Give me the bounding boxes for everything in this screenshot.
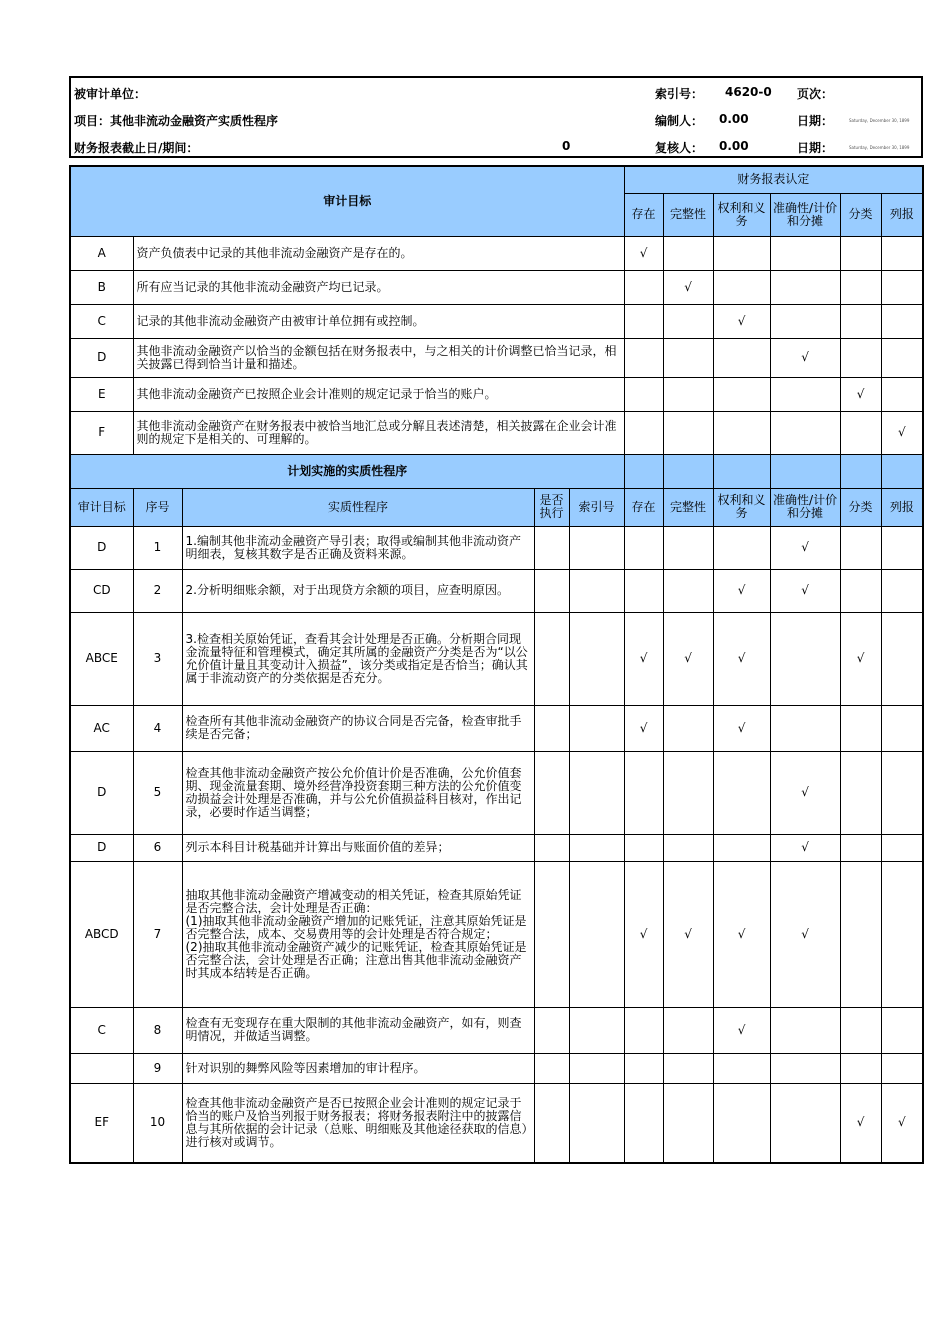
objective-mark [663,236,713,270]
objectives-title: 审计目标 [70,166,624,236]
audited-unit-label: 被审计单位： [74,87,147,101]
table-body [70,166,923,1163]
procedure-mark: √ [713,705,770,751]
procedure-mark [624,1053,663,1083]
objectives-assertion-2: 完整性 [663,193,713,236]
procedure-row [70,751,923,834]
objective-mark [840,338,881,377]
procedure-mark [663,1007,713,1053]
procedure-index-cell [569,834,624,861]
objective-mark [624,304,663,338]
objective-mark [713,236,770,270]
procedure-mark: √ [663,612,713,705]
assertion-group-header: 财务报表认定 [624,166,923,193]
procedure-mark [840,751,881,834]
col-index-header: 索引号 [569,488,624,526]
procedure-mark [881,751,923,834]
objectives-assertion-3: 权利和义务 [713,193,770,236]
procedure-executed-cell [534,569,569,612]
procedure-objective: ABCD [70,861,133,1007]
reviewer-value: 0.00 [719,139,749,153]
objective-mark [713,377,770,411]
procedures-title-blank [663,454,713,488]
objectives-assertion-5: 分类 [840,193,881,236]
procedure-mark [881,834,923,861]
procedure-text-line: 2.分析明细账余额，对于出现贷方余额的项目，应查明原因。 [185,583,509,597]
procedures-title-blank [840,454,881,488]
objective-mark [624,270,663,304]
procedure-objective: ABCE [70,612,133,705]
procedure-text [182,861,534,1007]
procedure-mark [624,751,663,834]
procedure-executed-cell [534,751,569,834]
procedure-mark: √ [713,612,770,705]
reviewer-label: 复核人： [655,141,704,155]
objective-mark [770,377,840,411]
procedures-assertion-4: 准确性/计价和分摊 [770,488,840,526]
procedure-index-cell [569,705,624,751]
procedure-index-cell [569,526,624,569]
objective-mark [624,338,663,377]
procedure-text-line: (2)抽取其他非流动金融资产减少的记账凭证，检查其原始凭证是否完整合法，会计处理是否正确；注意出售其他非流动金融资产时其成本结转是否正确。 [185,939,527,980]
objective-text: 其他非流动金融资产以恰当的金额包括在财务报表中，与之相关的计价调整已恰当记录，相关披露已得到恰当计量和描述。 [133,338,624,377]
objectives-header-row-1 [70,166,923,193]
procedures-title-blank [713,454,770,488]
procedure-text-line: 针对识别的舞弊风险等因素增加的审计程序。 [185,1060,426,1075]
procedure-executed-cell [534,612,569,705]
procedure-row [70,526,923,569]
procedure-seq: 8 [133,1007,182,1053]
procedure-mark [881,705,923,751]
procedure-text-line: 列示本科目计税基础并计算出与账面价值的差异； [185,840,450,854]
procedure-executed-cell [534,1083,569,1163]
objective-code: A [70,236,133,270]
procedure-row [70,1007,923,1053]
procedure-objective: D [70,834,133,861]
procedure-mark [881,526,923,569]
procedure-objective: D [70,751,133,834]
procedure-mark: √ [624,612,663,705]
objective-mark: √ [663,270,713,304]
procedure-seq: 3 [133,612,182,705]
procedures-title-row [70,454,923,488]
procedure-mark [840,705,881,751]
procedure-mark [881,1007,923,1053]
procedure-mark [663,751,713,834]
procedure-text [182,569,534,612]
objective-code: E [70,377,133,411]
procedure-mark: √ [770,861,840,1007]
procedure-text-line: 检查其他非流动金融资产按公允价值计价是否准确，公允价值套期、现金流量套期、境外经营净投资套期三种方法的公允价值变动损益会计处理是否准确，并与公允价值损益科目核对，作出记录，必要时作适当调整； [185,765,522,819]
procedure-mark [770,612,840,705]
procedure-objective: D [70,526,133,569]
date-value-2: Saturday, December 30, 1899 [849,145,910,150]
procedure-mark: √ [713,569,770,612]
procedure-objective: AC [70,705,133,751]
procedure-executed-cell [534,705,569,751]
preparer-value: 0.00 [719,112,749,126]
procedure-index-cell [569,751,624,834]
col-executed-header: 是否执行 [534,488,569,526]
procedure-executed-cell [534,1007,569,1053]
procedure-text-line: 1.编制其他非流动金融资产导引表；取得或编制其他非流动资产明细表，复核其数字是否正确及资料来源。 [185,533,521,561]
col-seq-header: 序号 [133,488,182,526]
procedures-title-blank [881,454,923,488]
procedure-seq: 10 [133,1083,182,1163]
procedure-mark [713,751,770,834]
objective-mark [624,411,663,454]
objective-row [70,377,923,411]
col-procedure-header: 实质性程序 [182,488,534,526]
procedure-mark [624,1007,663,1053]
objective-mark [663,304,713,338]
procedure-text-line: 检查所有其他非流动金融资产的协议合同是否完备，检查审批手续是否完备； [185,714,522,741]
objective-text: 资产负债表中记录的其他非流动金融资产是存在的。 [133,236,624,270]
procedure-text [182,834,534,861]
procedure-mark [713,526,770,569]
procedure-seq: 7 [133,861,182,1007]
objective-code: C [70,304,133,338]
procedures-title: 计划实施的实质性程序 [70,454,624,488]
objective-mark [881,236,923,270]
procedure-seq: 1 [133,526,182,569]
procedure-mark [663,569,713,612]
procedure-row [70,612,923,705]
procedure-mark [663,834,713,861]
procedure-mark: √ [713,1007,770,1053]
procedure-mark [840,1007,881,1053]
procedure-mark: √ [770,526,840,569]
procedures-assertion-1: 存在 [624,488,663,526]
objectives-assertion-4: 准确性/计价和分摊 [770,193,840,236]
procedure-text [182,1053,534,1083]
objective-text: 所有应当记录的其他非流动金融资产均已记录。 [133,270,624,304]
procedure-mark: √ [624,861,663,1007]
objective-mark [840,236,881,270]
objectives-assertion-6: 列报 [881,193,923,236]
procedure-mark [624,834,663,861]
procedure-text-line: 检查其他非流动金融资产是否已按照企业会计准则的规定记录于恰当的账户及恰当列报于财务报表；将财务报表附注中的披露信息与其所依据的会计记录（总账、明细账及其他途径获取的信息）进行核对或调节。 [185,1095,528,1149]
objectives-assertion-1: 存在 [624,193,663,236]
procedure-row [70,861,923,1007]
objective-mark: √ [770,338,840,377]
procedure-mark [881,612,923,705]
objective-code: D [70,338,133,377]
procedure-row [70,569,923,612]
procedure-mark [770,1083,840,1163]
procedure-index-cell [569,1053,624,1083]
procedure-text [182,1007,534,1053]
procedure-text [182,705,534,751]
procedure-mark [663,1083,713,1163]
objective-mark [840,304,881,338]
objective-mark [881,270,923,304]
objective-mark [840,270,881,304]
procedure-text-line: 检查有无变现存在重大限制的其他非流动金融资产，如有，则查明情况，并做适当调整。 [185,1016,522,1043]
procedure-row [70,705,923,751]
procedures-assertion-6: 列报 [881,488,923,526]
procedure-objective: CD [70,569,133,612]
procedure-executed-cell [534,526,569,569]
procedure-index-cell [569,1083,624,1163]
period-value: 0 [562,139,571,153]
procedure-mark [663,526,713,569]
procedure-mark [770,1007,840,1053]
objective-mark [881,338,923,377]
objective-text: 记录的其他非流动金融资产由被审计单位拥有或控制。 [133,304,624,338]
procedure-seq: 4 [133,705,182,751]
objective-mark [770,236,840,270]
procedure-seq: 2 [133,569,182,612]
procedure-row [70,834,923,861]
audit-program-table [69,165,924,1164]
procedure-mark: √ [663,861,713,1007]
procedure-text [182,1083,534,1163]
procedure-mark [881,861,923,1007]
objective-mark [713,270,770,304]
objective-mark: √ [624,236,663,270]
page-label: 页次： [797,87,834,101]
date-value-1: Saturday, December 30, 1899 [849,118,910,123]
procedure-objective: C [70,1007,133,1053]
objective-mark [713,411,770,454]
procedure-mark [770,705,840,751]
procedure-mark: √ [840,612,881,705]
procedure-mark [663,1053,713,1083]
procedure-mark [840,526,881,569]
objective-mark [663,338,713,377]
objective-mark [881,304,923,338]
procedure-mark: √ [770,751,840,834]
procedure-mark: √ [770,834,840,861]
objective-mark [713,338,770,377]
procedure-text-line: 抽取其他非流动金融资产增减变动的相关凭证，检查其原始凭证是否完整合法，会计处理是否正确： [185,887,522,915]
procedure-objective: EF [70,1083,133,1163]
procedure-text [182,751,534,834]
project-label: 项目：其他非流动金融资产实质性程序 [74,114,279,128]
procedure-mark: √ [624,705,663,751]
objective-mark [663,377,713,411]
procedure-text [182,526,534,569]
objective-row [70,411,923,454]
index-value: 4620-0 [725,85,772,99]
procedures-title-blank [770,454,840,488]
period-label: 财务报表截止日/期间： [74,141,199,155]
procedures-assertion-2: 完整性 [663,488,713,526]
preparer-label: 编制人： [655,114,704,128]
procedure-seq: 6 [133,834,182,861]
procedure-mark [624,1083,663,1163]
objective-row [70,270,923,304]
objective-mark [663,411,713,454]
procedure-text-line: 3.检查相关原始凭证，查看其会计处理是否正确。分析期合同现金流量特征和管理模式，确定其所属的金融资产分类是否为“以公允价值计量且其变动计入损益”，该分类或指定是否恰当；确认其属于非流动资产的分类依据是否充分。 [185,631,528,685]
objective-mark [770,304,840,338]
procedure-mark [840,569,881,612]
objective-mark: √ [713,304,770,338]
procedure-row [70,1053,923,1083]
procedure-mark [624,526,663,569]
procedure-executed-cell [534,834,569,861]
procedure-executed-cell [534,1053,569,1083]
procedures-assertion-3: 权利和义务 [713,488,770,526]
procedures-header-row [70,488,923,526]
procedure-row [70,1083,923,1163]
procedure-mark: √ [881,1083,923,1163]
procedure-mark [881,569,923,612]
objective-mark [840,411,881,454]
objective-mark [624,377,663,411]
procedure-mark [713,1053,770,1083]
col-objective-header: 审计目标 [70,488,133,526]
procedures-title-blank [624,454,663,488]
procedure-text [182,612,534,705]
procedures-assertion-5: 分类 [840,488,881,526]
index-label: 索引号： [655,87,704,101]
objective-row [70,236,923,270]
procedure-mark: √ [770,569,840,612]
objective-text: 其他非流动金融资产已按照企业会计准则的规定记录于恰当的账户。 [133,377,624,411]
objective-mark [770,270,840,304]
procedure-mark [840,1053,881,1083]
procedure-mark [713,834,770,861]
procedure-mark: √ [713,861,770,1007]
procedure-index-cell [569,612,624,705]
procedure-mark [840,861,881,1007]
objective-row [70,338,923,377]
procedure-executed-cell [534,861,569,1007]
procedure-index-cell [569,1007,624,1053]
objective-code: B [70,270,133,304]
objective-mark [770,411,840,454]
objective-text: 其他非流动金融资产在财务报表中被恰当地汇总或分解且表述清楚，相关披露在企业会计准则的规定下是相关的、可理解的。 [133,411,624,454]
procedure-mark [663,705,713,751]
objective-code: F [70,411,133,454]
procedure-text-line: (1)抽取其他非流动金融资产增加的记账凭证，注意其原始凭证是否完整合法，成本、交易费用等的会计处理是否符合规定； [185,913,527,941]
procedure-index-cell [569,569,624,612]
procedure-seq: 9 [133,1053,182,1083]
procedure-mark [840,834,881,861]
objective-mark [881,377,923,411]
procedure-mark [624,569,663,612]
objective-row [70,304,923,338]
objective-mark: √ [840,377,881,411]
procedure-mark [770,1053,840,1083]
procedure-seq: 5 [133,751,182,834]
procedure-objective [70,1053,133,1083]
procedure-mark [713,1083,770,1163]
header-panel [69,76,923,158]
procedure-mark [881,1053,923,1083]
procedure-mark: √ [840,1083,881,1163]
objective-mark: √ [881,411,923,454]
date-label-1: 日期： [797,114,834,128]
date-label-2: 日期： [797,141,834,155]
procedure-index-cell [569,861,624,1007]
